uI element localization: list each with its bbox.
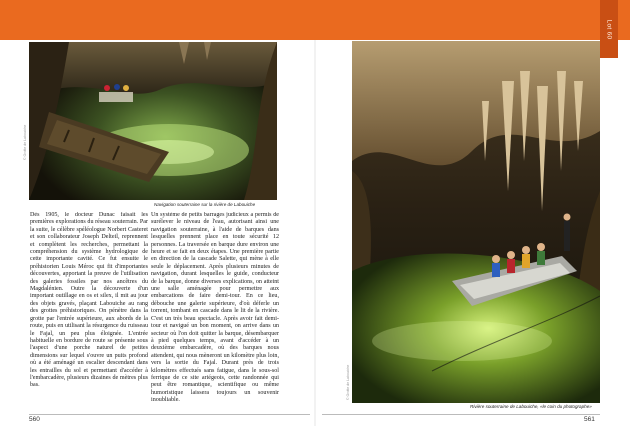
left-footer-rule	[29, 414, 310, 415]
orange-header-band	[0, 0, 630, 40]
right-photo-caption: Rivière souterraine de Labouiche, «le coin du photographe»	[470, 404, 592, 409]
body-paragraph: Un système de petits barrages judicieux a permis de surélever le niveau de l'eau, autorisant ainsi une navigation souterraine, à l'aide de barques dans lesquelles prennent place en toute sécurité 12 personnes. La traversée en barque dure environ une heure et se fait en deux étapes. Une première partie en direction de la cascade Salette, qui mène à elle seule le déplacement. Après plusieurs minutes de navigation, durant lesquelles le guide, conducteur de la barque, donne diverses explications, on atteint une salle aménagée pour permettre aux embarcations de faire demi-tour. En ce lieu, débouche une galerie supérieure, d'où déferle un torrent, tombant en cascade dans le lit de la rivière. C'est un très beau spectacle. Après avoir fait demi-tour et navigué un bon moment, on arrive dans un secteur où l'on doit quitter la barque, désembarquer à pied quelques temps, avant d'accéder à un deuxième embarcadère, où des barques nous attendent, qui nous mèneront un kilomètre plus loin, vers la sortie du Fajal. Durant près de trois kilomètres effectués sans fatigue, dans le sous-sol ferrique de ce site ariégeois, cette randonnée qui peut être romantique, scientifique ou même humoristique laissera toujours un souvenir inoubliable.	[151, 212, 279, 404]
right-photo-credit: © Grotte de Labouiche	[346, 364, 350, 400]
page-gutter	[314, 40, 316, 426]
left-text-column-2	[151, 212, 279, 410]
left-photo-credit: © Grotte de Labouiche	[23, 124, 27, 160]
left-page-number: 560	[29, 416, 40, 423]
left-photo-caption: Navigation souterraine sur la rivière de Labouiche	[154, 202, 256, 207]
side-tab-label: Lot 60	[605, 19, 613, 39]
right-page-number: 561	[584, 416, 595, 423]
left-cave-boat-photo	[29, 42, 277, 200]
right-underground-river-photo	[352, 41, 600, 403]
right-footer-rule	[322, 414, 600, 415]
body-paragraph: Dès 1905, le docteur Dunac faisait les premières explorations du réseau souterrain. Par la suite, le célèbre spéléologue Norbert Casteret et son collaborateur Joseph Delteil, reprennent et complètent les recherches, permettant la compréhension du système hydrologique de cette importante cavité. Ce fut ensuite le préhistorien Louis Méroc qui fit d'importantes découvertes, apportant la preuve de l'utilisation des galeries fossiles par nos ancêtres du Magdalénien. Outre la découverte d'un important outillage en os et silex, il mit au jour des objets gravés, plaçant Labouiche au rang des grottes préhistoriques. On pénètre dans la grotte par l'entrée supérieure, aux abords de la route, puis en utilisant la résurgence du ruisseau le Fajal, un peu plus éloignée. L'entrée habituelle en bordure de route se présente sous l'aspect d'une porche naturel de petites dimensions sur lequel s'ouvre un puits profond où a été aménagé un escalier descendant dans les entrailles du sol et permettant d'accéder à l'embarcadère, plusieurs dizaines de mètres plus bas.	[30, 212, 148, 389]
chapter-side-tab	[600, 0, 618, 58]
left-text-column-1	[30, 212, 148, 410]
